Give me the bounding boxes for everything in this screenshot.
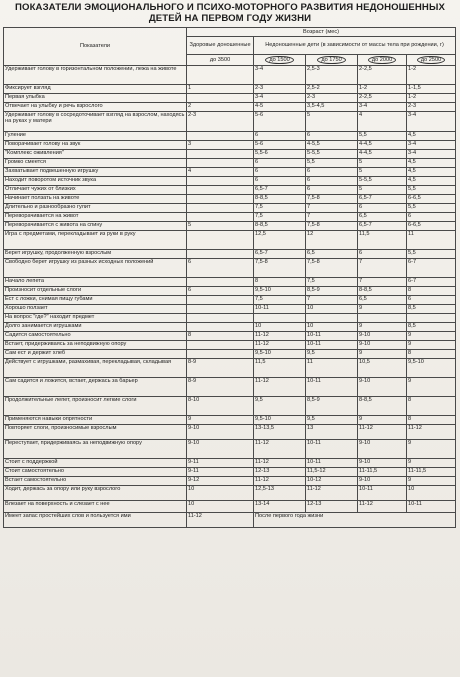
- table-row: [4, 341, 456, 350]
- row-value: 6: [187, 287, 254, 296]
- row-value: 4,5: [407, 132, 456, 141]
- row-value: 11-11,5: [407, 468, 456, 477]
- row-value: 6: [254, 168, 306, 177]
- row-value: [187, 278, 254, 287]
- row-value: 5-6: [254, 112, 306, 132]
- row-value: 2-3: [254, 85, 306, 94]
- row-value: 8,5: [407, 323, 456, 332]
- row-value: 8-10: [187, 397, 254, 416]
- row-value: 3-4: [254, 94, 306, 103]
- header-weight: до 2000: [368, 56, 396, 64]
- header-weight: до 3500: [209, 56, 231, 63]
- row-value: 5: [187, 222, 254, 231]
- row-value: 10: [254, 323, 306, 332]
- row-value: 10-11: [254, 305, 306, 314]
- row-label: Встает самостоятельно: [4, 477, 187, 486]
- row-value: 12-13: [306, 501, 358, 513]
- table-row: [4, 513, 456, 528]
- row-value: 3,5-4,5: [306, 103, 358, 112]
- row-value: 11,5: [358, 231, 407, 250]
- row-label: Применяются навыки опрятности: [4, 416, 187, 425]
- table-row: [4, 350, 456, 359]
- row-value: 6: [306, 186, 358, 195]
- row-value: [187, 305, 254, 314]
- row-value: 9,5-10: [407, 359, 456, 378]
- row-value: 9: [407, 459, 456, 468]
- row-value: 2-3: [187, 112, 254, 132]
- header-age: Возраст (мес): [187, 28, 456, 37]
- row-value: [187, 323, 254, 332]
- row-value: 6,5: [306, 250, 358, 259]
- row-value: 1-2: [358, 85, 407, 94]
- row-value: 2,5-2: [306, 85, 358, 94]
- row-value: 7,5: [254, 213, 306, 222]
- table-row: [4, 177, 456, 186]
- row-value: 11-12: [407, 425, 456, 440]
- row-value: 10-11: [306, 459, 358, 468]
- row-label: Отличает чужих от близких: [4, 186, 187, 195]
- row-value: 3-4: [407, 150, 456, 159]
- row-value: 1-2: [407, 66, 456, 85]
- row-value: 7,5: [254, 296, 306, 305]
- row-value: 9,5-10: [254, 350, 306, 359]
- table-row: [4, 459, 456, 468]
- row-label: Гуление: [4, 132, 187, 141]
- row-label: Первая улыбка: [4, 94, 187, 103]
- row-value: 5: [306, 112, 358, 132]
- row-value: [187, 213, 254, 222]
- row-value: 10,5: [358, 359, 407, 378]
- row-value: 9-10: [358, 477, 407, 486]
- row-value: 7,5: [254, 204, 306, 213]
- table-row: [4, 378, 456, 397]
- row-value: 11-12: [254, 459, 306, 468]
- row-label: На вопрос "где?" находит предмет: [4, 314, 187, 323]
- header-weight-cell: [187, 55, 254, 66]
- row-label: Переворачивается с живота на спину: [4, 222, 187, 231]
- row-value: 3-4: [254, 66, 306, 85]
- row-value: [187, 66, 254, 85]
- table-row: [4, 397, 456, 416]
- table-row: [4, 259, 456, 278]
- header-weight: до 1750: [317, 56, 345, 64]
- row-value: 11,5: [254, 359, 306, 378]
- row-label: Переступает, придерживаясь за неподвижную опору: [4, 440, 187, 459]
- row-value: 9-12: [187, 477, 254, 486]
- row-value: 6: [187, 259, 254, 278]
- row-value: 2-3: [407, 103, 456, 112]
- row-value: 8-8,5: [358, 397, 407, 416]
- row-value: [358, 314, 407, 323]
- row-label: Громко смеется: [4, 159, 187, 168]
- header-indicators: Показатели: [4, 28, 187, 66]
- row-value: 6,5-7: [254, 186, 306, 195]
- row-value: 2: [187, 103, 254, 112]
- row-value: 6: [306, 132, 358, 141]
- row-label: Ходит, держась за опору или руку взрослого: [4, 486, 187, 501]
- row-value: 11-12: [254, 378, 306, 397]
- row-value: [187, 204, 254, 213]
- row-value: [187, 159, 254, 168]
- row-value: 8-9: [187, 378, 254, 397]
- row-value: 9,5-10: [254, 287, 306, 296]
- table-row: [4, 85, 456, 94]
- row-value: 7,5-8: [306, 195, 358, 204]
- row-value: 9: [407, 332, 456, 341]
- row-value: 8: [254, 278, 306, 287]
- row-value: 5,5: [407, 204, 456, 213]
- row-value: [187, 341, 254, 350]
- row-value: [187, 314, 254, 323]
- row-value: 8: [407, 397, 456, 416]
- table-body: [4, 66, 456, 528]
- row-value: 13-14: [254, 501, 306, 513]
- row-value: 10: [187, 501, 254, 513]
- row-value: 5,5: [358, 132, 407, 141]
- document-title: ПОКАЗАТЕЛИ ЭМОЦИОНАЛЬНОГО И ПСИХО-МОТОРНОГО РАЗВИТИЯ НЕДОНОШЕННЫХ ДЕТЕЙ НА ПЕРВОМ ГОДУ ЖИЗНИ: [15, 2, 445, 24]
- table-row: [4, 250, 456, 259]
- row-value: 9: [407, 378, 456, 397]
- row-label: Удерживает голову в горизонтальном положении, лежа на животе: [4, 66, 187, 85]
- row-value: 4,5: [407, 168, 456, 177]
- table-row: [4, 486, 456, 501]
- row-value: 6-7: [407, 278, 456, 287]
- row-value: 10-11: [306, 341, 358, 350]
- row-value: 12: [306, 231, 358, 250]
- row-label: Находит поворотом источник звука: [4, 177, 187, 186]
- row-value: 10-11: [306, 440, 358, 459]
- row-value: 5,5: [407, 186, 456, 195]
- row-value: 1: [187, 85, 254, 94]
- row-label: Стоит с поддержкой: [4, 459, 187, 468]
- row-value: 3-4: [407, 112, 456, 132]
- row-value: 10: [306, 323, 358, 332]
- row-value: 11-12: [254, 477, 306, 486]
- development-table: [3, 27, 456, 528]
- row-label: Продолжительные лепет, произносит легкие слоги: [4, 397, 187, 416]
- table-row: [4, 468, 456, 477]
- row-value: 8: [407, 287, 456, 296]
- header-weight: до 2500: [417, 56, 445, 64]
- row-value: 1-1,5: [407, 85, 456, 94]
- row-value: 9-10: [187, 440, 254, 459]
- row-value: 9: [358, 416, 407, 425]
- table-row: [4, 186, 456, 195]
- row-value: [187, 132, 254, 141]
- row-value: 6: [306, 177, 358, 186]
- row-value: [187, 94, 254, 103]
- row-label: Повторяет слоги, произносимые взрослым: [4, 425, 187, 440]
- row-value: 12,5-13: [254, 486, 306, 501]
- row-label: Хорошо ползает: [4, 305, 187, 314]
- row-value: 4: [358, 112, 407, 132]
- row-value: 10: [306, 305, 358, 314]
- row-label: Фиксирует взгляд: [4, 85, 187, 94]
- row-value: 6: [254, 132, 306, 141]
- table-row: [4, 141, 456, 150]
- header-healthy: Здоровые доношенные: [187, 37, 254, 55]
- row-value: [187, 231, 254, 250]
- row-value: 6: [407, 213, 456, 222]
- table-row: [4, 305, 456, 314]
- row-value: 9-10: [187, 425, 254, 440]
- row-value: 9,5: [254, 397, 306, 416]
- row-value: 4: [187, 168, 254, 177]
- row-value: 7,5-8: [254, 259, 306, 278]
- row-value: 10-12: [306, 477, 358, 486]
- row-value: 9-11: [187, 459, 254, 468]
- row-value: 8-9: [187, 359, 254, 378]
- table-row: [4, 332, 456, 341]
- row-label: Имеет запас простейших слов и пользуется ими: [4, 513, 187, 528]
- row-value: [187, 250, 254, 259]
- row-label: Свободно берет игрушку из разных исходных положений: [4, 259, 187, 278]
- row-value: 11-11,5: [358, 468, 407, 477]
- row-value: [187, 150, 254, 159]
- row-label: Отвечает на улыбку и речь взрослого: [4, 103, 187, 112]
- row-value: 11,5-12: [306, 468, 358, 477]
- table-row: [4, 112, 456, 132]
- row-value: 9-10: [358, 341, 407, 350]
- row-value: 10-11: [407, 501, 456, 513]
- row-value: 6-6,5: [407, 222, 456, 231]
- header-weight-cell: [358, 55, 407, 66]
- row-value: 5-6: [254, 141, 306, 150]
- row-value: 7: [306, 296, 358, 305]
- row-value: 8: [187, 332, 254, 341]
- table-row: [4, 287, 456, 296]
- row-value: [306, 314, 358, 323]
- row-value: [407, 314, 456, 323]
- header-weight-cell: [407, 55, 456, 66]
- row-value: 9,5: [306, 350, 358, 359]
- row-label: "Комплекс оживления": [4, 150, 187, 159]
- table-row: [4, 501, 456, 513]
- row-label: Длительно и разнообразно гулит: [4, 204, 187, 213]
- row-value: 2-2,5: [358, 66, 407, 85]
- row-value: 9-10: [358, 378, 407, 397]
- row-label: Стоит самостоятельно: [4, 468, 187, 477]
- row-value: 6-7: [407, 259, 456, 278]
- table-row: [4, 213, 456, 222]
- row-value: 5: [358, 168, 407, 177]
- row-value: 6: [306, 168, 358, 177]
- row-value: 6-6,5: [407, 195, 456, 204]
- row-value: 5: [358, 186, 407, 195]
- row-value: 5-5,5: [306, 150, 358, 159]
- row-value: 6: [407, 296, 456, 305]
- row-label: Удерживает голову в сосредоточивает взгляд на взрослом, находясь на руках у матери: [4, 112, 187, 132]
- table-row: [4, 94, 456, 103]
- header-weight-cell: [254, 55, 306, 66]
- row-label: Ест с ложки, снимая пищу губами: [4, 296, 187, 305]
- row-value: 9: [358, 323, 407, 332]
- header-weight: до 1500: [265, 56, 293, 64]
- row-value: 7: [358, 278, 407, 287]
- row-value: 6: [254, 159, 306, 168]
- row-value: 4-4,5: [358, 141, 407, 150]
- table-row: [4, 477, 456, 486]
- table-row: [4, 296, 456, 305]
- row-value: 10-11: [358, 486, 407, 501]
- row-value: 11: [306, 359, 358, 378]
- row-value: 3-4: [358, 103, 407, 112]
- row-value: 12-13: [254, 468, 306, 477]
- row-value: [254, 314, 306, 323]
- table-row: [4, 168, 456, 177]
- row-value: 7,5-8: [306, 222, 358, 231]
- row-value: 13: [306, 425, 358, 440]
- table-row: [4, 195, 456, 204]
- row-value: 11: [407, 231, 456, 250]
- row-value: 10-11: [306, 378, 358, 397]
- row-label: Берет игрушку, продолженную взрослым: [4, 250, 187, 259]
- row-value: 2,5-3: [306, 66, 358, 85]
- table-row: [4, 222, 456, 231]
- row-value: 12,5: [254, 231, 306, 250]
- table-row: [4, 132, 456, 141]
- table-row: [4, 278, 456, 287]
- row-value: 4,5: [407, 177, 456, 186]
- row-value: 6: [358, 250, 407, 259]
- row-value: 8,5-9: [306, 397, 358, 416]
- row-value: [187, 186, 254, 195]
- row-label: Встает, придерживаясь за неподвижную опору: [4, 341, 187, 350]
- row-value: После первого года жизни: [254, 513, 456, 528]
- table-row: [4, 440, 456, 459]
- row-value: 11-12: [187, 513, 254, 528]
- row-value: 10: [187, 486, 254, 501]
- table-row: [4, 359, 456, 378]
- row-label: Начало лепета: [4, 278, 187, 287]
- row-value: 6: [254, 177, 306, 186]
- row-value: 10: [407, 486, 456, 501]
- row-value: [187, 177, 254, 186]
- table-row: [4, 204, 456, 213]
- row-value: 8: [407, 350, 456, 359]
- row-value: 5,5: [306, 159, 358, 168]
- row-value: 11-12: [254, 440, 306, 459]
- row-value: 4-5: [254, 103, 306, 112]
- row-value: 5: [358, 159, 407, 168]
- row-value: 9: [407, 477, 456, 486]
- row-value: 11-12: [254, 332, 306, 341]
- table-row: [4, 416, 456, 425]
- row-label: Произносит отдельные слоги: [4, 287, 187, 296]
- row-value: 8-8,5: [358, 287, 407, 296]
- row-value: 7: [306, 204, 358, 213]
- row-label: Захватывает подвешенную игрушку: [4, 168, 187, 177]
- row-label: Садится самостоятельно: [4, 332, 187, 341]
- table-row: [4, 323, 456, 332]
- row-value: 9: [407, 341, 456, 350]
- table-row: [4, 425, 456, 440]
- row-label: Игра с предметами, перекладывает из руки в руку: [4, 231, 187, 250]
- row-value: 9-11: [187, 468, 254, 477]
- row-value: 11-12: [358, 425, 407, 440]
- row-value: 9-10: [358, 440, 407, 459]
- row-value: 7,5-8: [306, 259, 358, 278]
- table-row: [4, 150, 456, 159]
- header-premature: Недоношенные дети (в зависимости от массы тела при рождении, г): [254, 37, 456, 55]
- row-value: 9: [358, 305, 407, 314]
- row-label: Влезает на поверхность и слезает с нее: [4, 501, 187, 513]
- row-value: 6,5-7: [254, 250, 306, 259]
- row-value: 9-10: [358, 332, 407, 341]
- row-value: 1-2: [407, 94, 456, 103]
- row-value: 2-2,5: [358, 94, 407, 103]
- row-value: 3-4: [407, 141, 456, 150]
- row-value: 9: [358, 350, 407, 359]
- row-value: 8,5: [407, 305, 456, 314]
- row-value: 5,5-6: [254, 150, 306, 159]
- row-value: [187, 195, 254, 204]
- row-label: Долго занимается игрушками: [4, 323, 187, 332]
- row-value: 8-8,5: [254, 222, 306, 231]
- row-value: 4-5,5: [306, 141, 358, 150]
- row-value: 9,5-10: [254, 416, 306, 425]
- row-value: 7,5: [306, 278, 358, 287]
- row-value: 7: [306, 213, 358, 222]
- row-value: 9: [187, 416, 254, 425]
- table-row: [4, 159, 456, 168]
- row-value: 4,5: [407, 159, 456, 168]
- row-value: 3: [187, 141, 254, 150]
- row-value: 11-12: [358, 501, 407, 513]
- row-value: 13-13,5: [254, 425, 306, 440]
- row-label: Сам ест и держит хлеб: [4, 350, 187, 359]
- header-weight-cell: [306, 55, 358, 66]
- row-value: 6,5: [358, 213, 407, 222]
- table-row: [4, 231, 456, 250]
- row-label: Сам садится и ложится, встает, держась за барьер: [4, 378, 187, 397]
- row-label: Поворачивает голову на звук: [4, 141, 187, 150]
- row-label: Переворачивается на живот: [4, 213, 187, 222]
- row-value: 8,5-9: [306, 287, 358, 296]
- row-value: 6,5-7: [358, 195, 407, 204]
- row-value: 7: [358, 259, 407, 278]
- row-value: 9,5: [306, 416, 358, 425]
- row-value: 9-10: [358, 459, 407, 468]
- row-value: 9: [407, 440, 456, 459]
- row-value: 5,5: [407, 250, 456, 259]
- row-value: 5-5,5: [358, 177, 407, 186]
- row-value: 4-4,5: [358, 150, 407, 159]
- table-row: [4, 66, 456, 85]
- row-value: 2-3: [306, 94, 358, 103]
- row-label: Начинает ползать на животе: [4, 195, 187, 204]
- row-value: 10-11: [306, 332, 358, 341]
- row-value: 6,5-7: [358, 222, 407, 231]
- row-value: 6,5: [358, 296, 407, 305]
- row-value: [187, 296, 254, 305]
- row-value: 8-8,5: [254, 195, 306, 204]
- row-value: 6: [358, 204, 407, 213]
- row-value: [187, 350, 254, 359]
- table-row: [4, 103, 456, 112]
- row-label: Действует с игрушками, размахивая, перекладывая, складывая: [4, 359, 187, 378]
- row-value: 11-12: [254, 341, 306, 350]
- row-value: 11-12: [306, 486, 358, 501]
- row-value: 8: [407, 416, 456, 425]
- table-row: [4, 314, 456, 323]
